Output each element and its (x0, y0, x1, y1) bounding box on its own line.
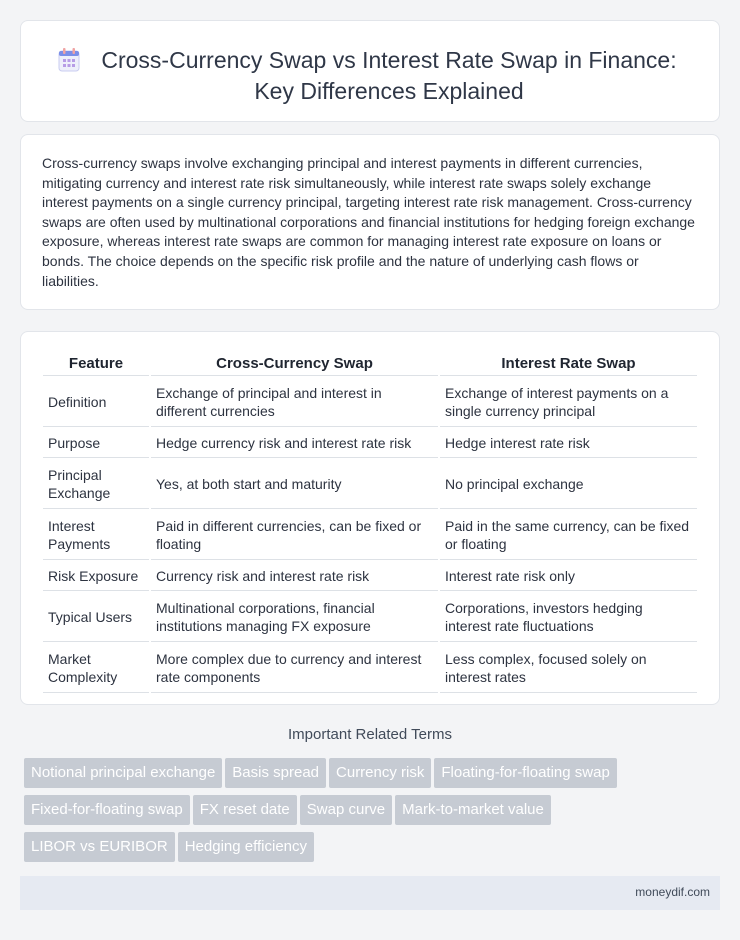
tag-libor-vs-euribor[interactable]: LIBOR vs EURIBOR (24, 832, 175, 862)
cross-currency-cell: Currency risk and interest rate risk (151, 562, 438, 591)
tag-hedging-efficiency[interactable]: Hedging efficiency (178, 832, 314, 862)
cross-currency-cell: Paid in different currencies, can be fixed or floating (151, 511, 438, 560)
header-cross-currency-swap: Cross-Currency Swap (151, 352, 438, 376)
cross-currency-cell: Exchange of principal and interest in different currencies (151, 378, 438, 427)
header-feature: Feature (43, 352, 149, 376)
header-interest-rate-swap: Interest Rate Swap (440, 352, 697, 376)
tag-fx-reset-date[interactable]: FX reset date (193, 795, 297, 825)
cross-currency-cell: More complex due to currency and interest rate components (151, 644, 438, 693)
tag-mark-to-market-value[interactable]: Mark-to-market value (395, 795, 551, 825)
summary-paragraph: Cross-currency swaps involve exchanging principal and interest payments in different currencies, mitigating currency and interest rate risk simultaneously, while interest rate swaps solely exchange interest payments on a single currency principal, targeting interest rate risk management. Cross-currency swaps are often used by multinational corporations and financial institutions for hedging foreign exchange exposure, whereas interest rate swaps are common for managing interest rate exposure on loans or bonds. The choice depends on the specific risk profile and the nature of underlying cash flows or liabilities. (42, 155, 695, 289)
interest-rate-cell: Less complex, focused solely on interest rates (440, 644, 697, 693)
feature-cell: Principal Exchange (43, 460, 149, 509)
footer (20, 876, 720, 910)
table-row (43, 429, 697, 458)
tag-fixed-for-floating-swap[interactable]: Fixed-for-floating swap (24, 795, 190, 825)
interest-rate-cell: Exchange of interest payments on a single currency principal (440, 378, 697, 427)
footer-site-link[interactable]: moneydif.com (635, 885, 710, 899)
table-row (43, 644, 697, 693)
comparison-card (20, 331, 720, 705)
tag-basis-spread[interactable]: Basis spread (225, 758, 326, 788)
interest-rate-cell: Paid in the same currency, can be fixed or floating (440, 511, 697, 560)
table-header-row (43, 352, 697, 376)
summary-card (20, 134, 720, 310)
interest-rate-cell: Hedge interest rate risk (440, 429, 697, 458)
cross-currency-cell: Yes, at both start and maturity (151, 460, 438, 509)
feature-cell: Definition (43, 378, 149, 427)
feature-cell: Purpose (43, 429, 149, 458)
cross-currency-cell: Multinational corporations, financial institutions managing FX exposure (151, 593, 438, 642)
page-title: Cross-Currency Swap vs Interest Rate Swap in Finance: Key Differences Explained (101, 47, 677, 104)
table-row (43, 593, 697, 642)
interest-rate-cell: Corporations, investors hedging interest rate fluctuations (440, 593, 697, 642)
table-row (43, 562, 697, 591)
feature-cell: Risk Exposure (43, 562, 149, 591)
related-terms-tags (24, 758, 684, 869)
tag-swap-curve[interactable]: Swap curve (300, 795, 392, 825)
tag-notional-principal-exchange[interactable]: Notional principal exchange (24, 758, 222, 788)
related-terms-title: Important Related Terms (288, 726, 452, 743)
tag-currency-risk[interactable]: Currency risk (329, 758, 431, 788)
tag-floating-for-floating-swap[interactable]: Floating-for-floating swap (434, 758, 616, 788)
feature-cell: Market Complexity (43, 644, 149, 693)
interest-rate-cell: Interest rate risk only (440, 562, 697, 591)
feature-cell: Interest Payments (43, 511, 149, 560)
table-row (43, 460, 697, 509)
cross-currency-cell: Hedge currency risk and interest rate risk (151, 429, 438, 458)
feature-cell: Typical Users (43, 593, 149, 642)
comparison-table (41, 350, 699, 695)
table-row (43, 378, 697, 427)
interest-rate-cell: No principal exchange (440, 460, 697, 509)
title-card (20, 20, 720, 122)
table-row (43, 511, 697, 560)
